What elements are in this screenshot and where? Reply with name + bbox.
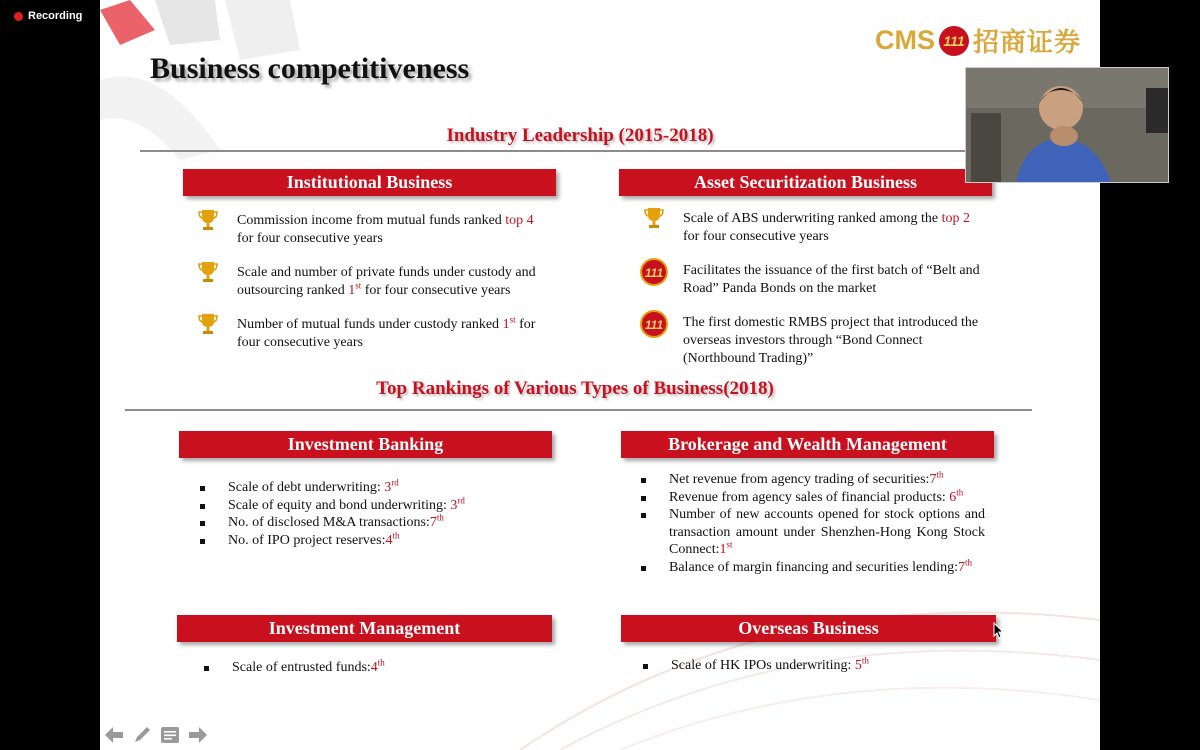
- institutional-business-banner: Institutional Business: [183, 169, 556, 196]
- institutional-item: [193, 264, 553, 300]
- list-item: Scale of entrusted funds:4th: [204, 659, 534, 677]
- list-item: Net revenue from agency trading of securities:7th: [641, 471, 985, 489]
- mouse-cursor-icon: [993, 622, 1005, 640]
- institutional-item-text: Scale and number of private funds under custody and outsourcing ranked 1st for four consecutive years: [237, 265, 536, 298]
- section-divider: [140, 150, 1022, 152]
- top-rankings-title: Top Rankings of Various Types of Business(2018): [376, 378, 774, 399]
- brokerage-list: [641, 471, 985, 576]
- logo-chinese: 招商证券: [973, 27, 1082, 57]
- recording-indicator: [14, 10, 82, 22]
- list-item: Revenue from agency sales of financial products: 6th: [641, 489, 985, 507]
- institutional-item-text: Commission income from mutual funds ranked top 4 for four consecutive years: [237, 213, 534, 246]
- presentation-slide: [100, 0, 1100, 750]
- trophy-icon: [193, 312, 223, 336]
- trophy-icon: [193, 208, 223, 232]
- recording-label: Recording: [28, 10, 83, 22]
- investment-banking-list: [200, 479, 530, 549]
- list-item: Balance of margin financing and securities lending:7th: [641, 559, 985, 577]
- cms-badge-icon: [639, 258, 669, 286]
- svg-text:111: 111: [644, 266, 664, 280]
- institutional-item: [193, 316, 553, 352]
- list-item: No. of disclosed M&A transactions:7th: [200, 514, 530, 532]
- abs-item: [639, 210, 989, 246]
- trophy-icon: [639, 206, 669, 230]
- institutional-item-text: Number of mutual funds under custody ranked 1st for four consecutive years: [237, 314, 536, 350]
- overseas-list: [643, 657, 973, 675]
- decorative-curves: [520, 560, 1100, 750]
- participant-video-frame: [966, 68, 1168, 182]
- cms-logo: [875, 22, 1081, 59]
- participant-video[interactable]: [965, 67, 1169, 183]
- section-divider: [125, 409, 1032, 411]
- svg-text:111: 111: [644, 318, 664, 332]
- menu-icon[interactable]: [159, 724, 181, 746]
- brokerage-banner: Brokerage and Wealth Management: [621, 431, 994, 458]
- arrow-left-icon[interactable]: [103, 724, 125, 746]
- list-item: Scale of debt underwriting: 3rd: [200, 479, 530, 497]
- pen-icon[interactable]: [131, 724, 153, 746]
- logo-latin: CMS: [875, 25, 935, 55]
- overseas-business-banner: Overseas Business: [621, 615, 996, 642]
- arrow-right-icon[interactable]: [187, 724, 209, 746]
- list-item: No. of IPO project reserves:4th: [200, 532, 530, 550]
- abs-item-text: Facilitates the issuance of the first batch of “Belt and Road” Panda Bonds on the market: [683, 263, 980, 296]
- industry-leadership-title: Industry Leadership (2015-2018): [446, 125, 714, 146]
- abs-item-text: Scale of ABS underwriting ranked among the top 2 for four consecutive years: [683, 211, 970, 244]
- list-item: Scale of HK IPOs underwriting: 5th: [643, 657, 973, 675]
- abs-item-text: The first domestic RMBS project that introduced the overseas investors through “Bond Connect (Northbound Trading)”: [683, 315, 979, 366]
- trophy-icon: [193, 260, 223, 284]
- investment-management-list: [204, 659, 534, 677]
- investment-management-banner: Investment Management: [177, 615, 552, 642]
- abs-item: [639, 262, 989, 298]
- abs-item: [639, 314, 989, 368]
- record-dot-icon: [14, 12, 23, 21]
- slide-title: Business competitiveness: [150, 52, 470, 85]
- list-item: Scale of equity and bond underwriting: 3rd: [200, 497, 530, 515]
- investment-banking-banner: Investment Banking: [179, 431, 552, 458]
- cms-badge-icon: [639, 310, 669, 338]
- list-item: Number of new accounts opened for stock options and transaction amount under Shenzhen-Hong Kong Stock Connect:1st: [641, 506, 985, 559]
- slide-navigation: [103, 724, 209, 746]
- institutional-item: [193, 212, 553, 248]
- cms-badge-icon: 111: [939, 26, 969, 56]
- asset-securitization-banner: Asset Securitization Business: [619, 169, 992, 196]
